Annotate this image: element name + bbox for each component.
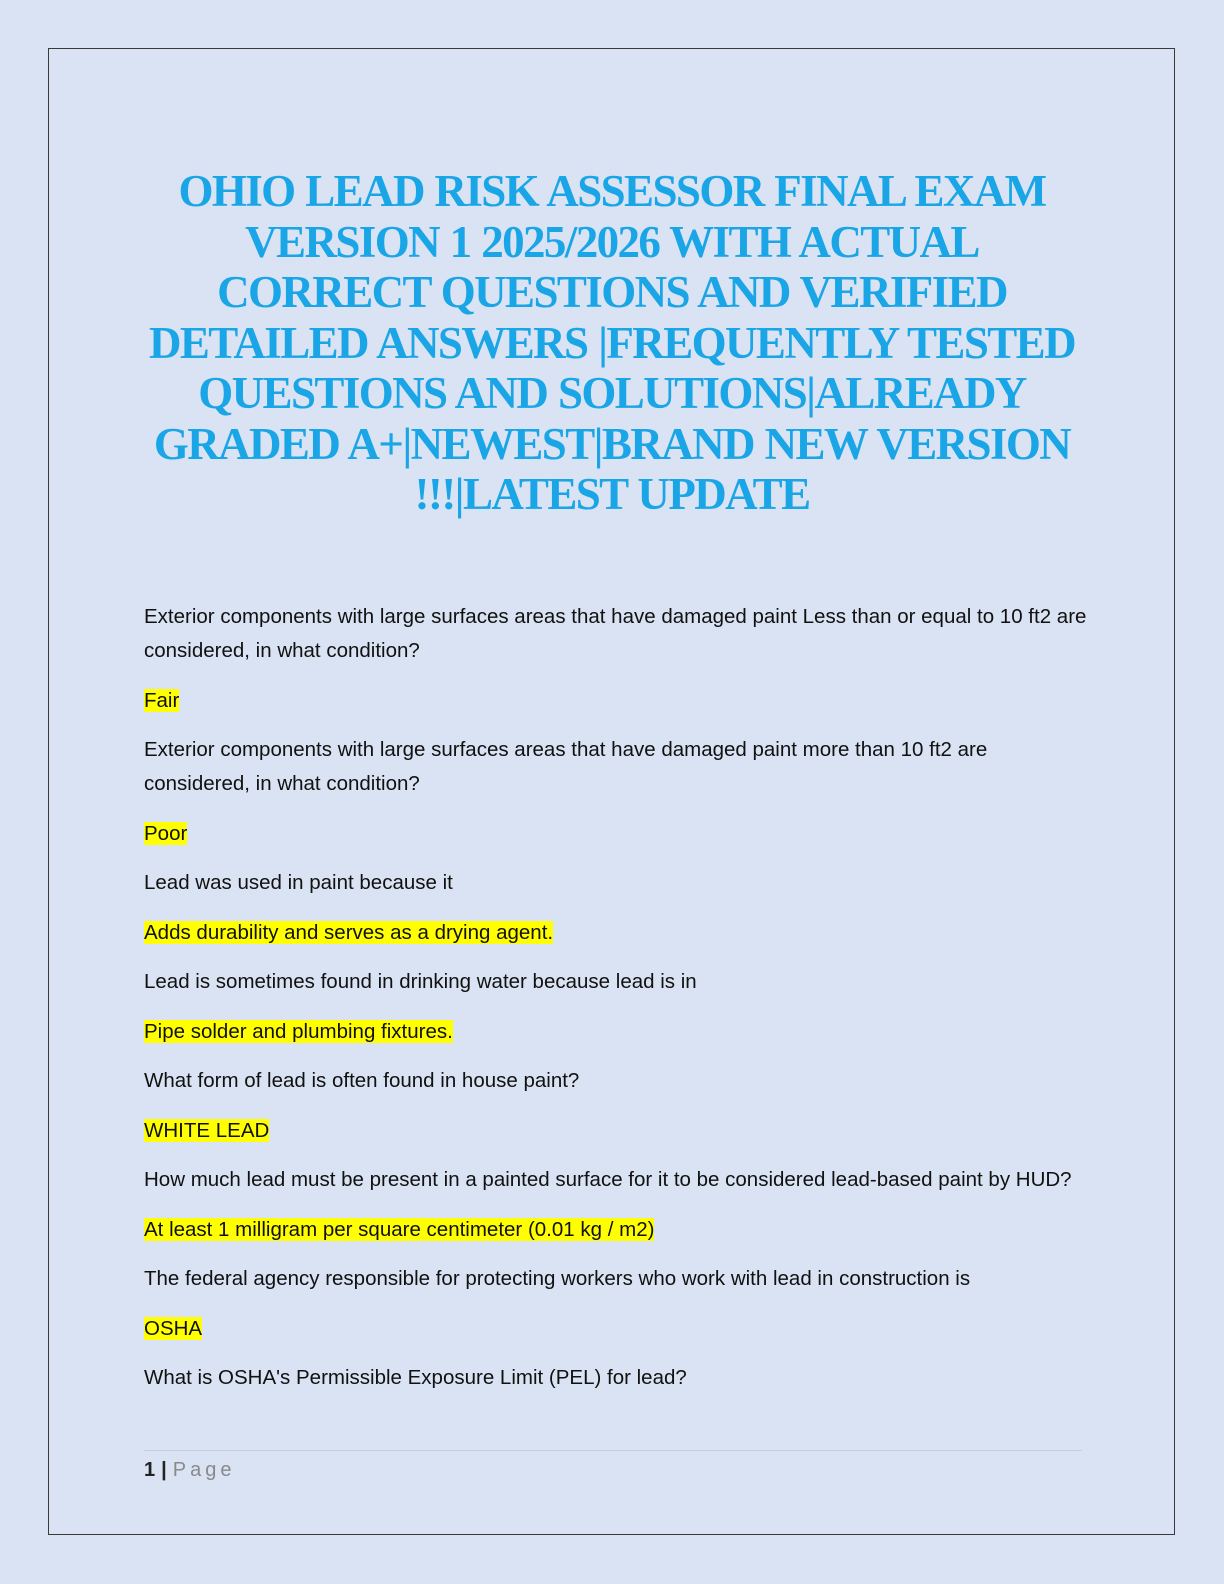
title-line: QUESTIONS AND SOLUTIONS|ALREADY [198,368,1026,418]
answer-text [144,1015,1094,1049]
title-line: !!!|LATEST UPDATE [414,469,810,519]
question-text: What form of lead is often found in house paint? [144,1069,580,1092]
question-text: The federal agency responsible for protecting workers who work with lead in construction is [144,1267,971,1290]
question-text: Exterior components with large surfaces areas that have damaged paint more than 10 ft2 are considered, in what condition? [144,738,988,795]
qa-list [144,600,1094,1411]
answer-highlight: Fair [144,688,180,712]
answer-highlight: Adds durability and serves as a drying agent. [144,920,554,944]
title-line: GRADED A+|NEWEST|BRAND NEW VERSION [153,418,1071,469]
title-line: DETAILED ANSWERS |FREQUENTLY TESTED [149,317,1075,368]
answer-text [144,1312,1094,1346]
question-text: What is OSHA's Permissible Exposure Limit (PEL) for lead? [144,1366,687,1389]
page-number: 1 [144,1459,156,1481]
footer-separator: | [161,1459,167,1481]
answer-highlight: At least 1 milligram per square centimeter (0.01 kg / m2) [144,1217,655,1241]
document-title [140,166,1084,520]
answer-text [144,1213,1094,1247]
question-text: Lead was used in paint because it [144,871,453,894]
answer-text [144,817,1094,851]
question-text: How much lead must be present in a painted surface for it to be considered lead-based paint by HUD? [144,1168,1072,1191]
question-text: Lead is sometimes found in drinking water because lead is in [144,970,697,993]
answer-text [144,684,1094,718]
title-line: OHIO LEAD RISK ASSESSOR FINAL EXAM [178,166,1046,216]
answer-highlight: Pipe solder and plumbing fixtures. [144,1019,453,1043]
answer-highlight: OSHA [144,1316,203,1340]
title-line: CORRECT QUESTIONS AND VERIFIED [217,267,1007,317]
question-text: Exterior components with large surfaces areas that have damaged paint Less than or equal to 10 ft2 are considered, in what condition? [144,605,1087,662]
footer-divider [144,1450,1082,1451]
page-label: Page [172,1459,236,1481]
answer-text [144,1114,1094,1148]
answer-highlight: WHITE LEAD [144,1118,270,1142]
answer-highlight: Poor [144,821,188,845]
page-footer [144,1456,235,1484]
answer-text [144,916,1094,950]
title-line: VERSION 1 2025/2026 WITH ACTUAL [245,216,979,267]
